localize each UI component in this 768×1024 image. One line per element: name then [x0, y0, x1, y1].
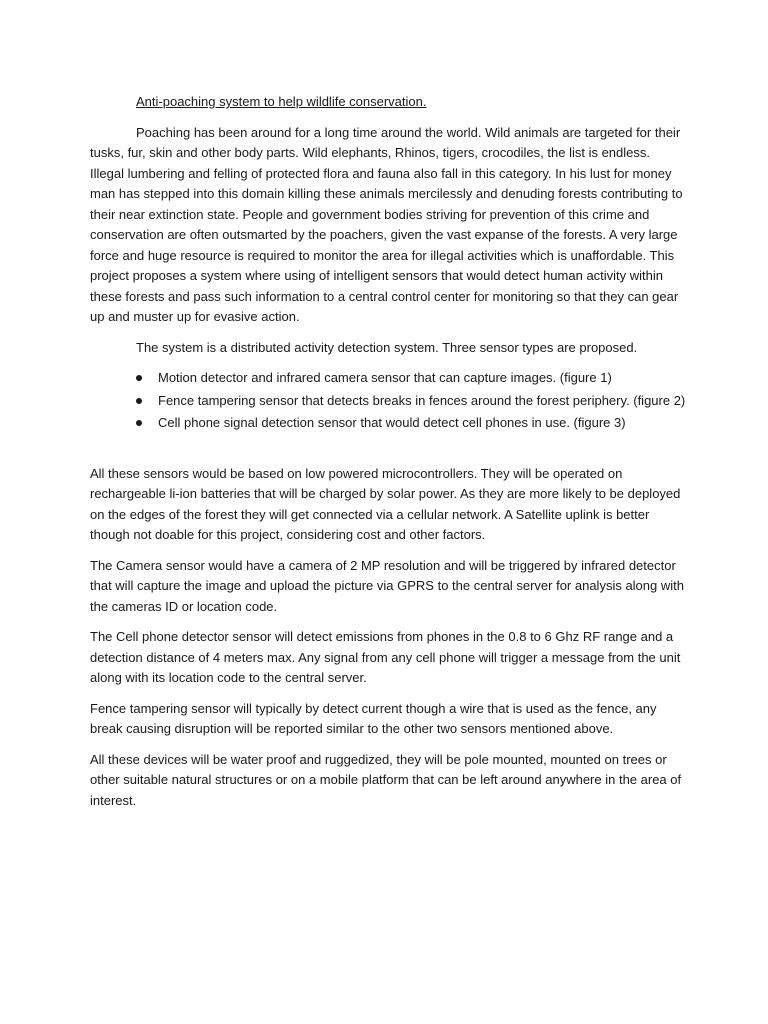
bullet-icon — [136, 398, 142, 404]
list-item-text: Cell phone signal detection sensor that would detect cell phones in use. (figure 3) — [158, 415, 626, 430]
cellphone-paragraph: The Cell phone detector sensor will detect emissions from phones in the 0.8 to 6 Ghz RF range and a detection distance of 4 meters max. Any signal from any cell phone will trigger a message from the unit along with its location code to the central server. — [90, 629, 681, 685]
power-paragraph: All these sensors would be based on low powered microcontrollers. They will be operated on rechargeable li-ion batteries that will be charged by solar power. As they are more likely to be deployed on the edges of the forest they will get connected via a cellular network. A Satellite uplink is better though not doable for this project, considering cost and other factors. — [90, 465, 681, 542]
document-title: Anti-poaching system to help wildlife conservation. — [136, 94, 427, 109]
intro-paragraph: Poaching has been around for a long time around the world. Wild animals are targeted for their tusks, fur, skin and other body parts. Wild elephants, Rhinos, tigers, crocodiles, the list is endless. Illegal lumbering and felling of protected flora and fauna also fall in this category. In his lust for money man has stepped into this domain killing these animals mercilessly and denuding forests contributing to their near extinction state. People and government bodies striving for prevention of this crime and conservation are often outsmarted by the poachers, given the vast expanse of the forests. A very large force and huge resource is required to monitor the area for illegal activities which is unaffordable. This project proposes a system where using of intelligent sensors that would detect human activity within these forests and pass such information to a central control center for monitoring so that they can gear up and muster up for evasive action. — [90, 124, 683, 324]
list-item — [136, 368, 686, 389]
camera-paragraph: The Camera sensor would have a camera of 2 MP resolution and will be triggered by infrared detector that will capture the image and upload the picture via GPRS to the central server for analysis along with the cameras ID or location code. — [90, 557, 684, 614]
list-item — [136, 413, 686, 434]
list-item — [136, 391, 686, 412]
bullet-icon — [136, 375, 142, 381]
sensor-type-list — [90, 368, 686, 434]
system-paragraph: The system is a distributed activity detection system. Three sensor types are proposed. — [136, 339, 638, 355]
bullet-icon — [136, 420, 142, 426]
document-page — [90, 92, 686, 821]
list-item-text: Motion detector and infrared camera sensor that can capture images. (figure 1) — [158, 370, 612, 385]
list-item-text: Fence tampering sensor that detects breaks in fences around the forest periphery. (figure 2) — [158, 392, 686, 408]
mounting-paragraph: All these devices will be water proof and ruggedized, they will be pole mounted, mounted on trees or other suitable natural structures or on a mobile platform that can be left around anywhere in the area of interest. — [90, 751, 682, 808]
fence-paragraph: Fence tampering sensor will typically by detect current though a wire that is used as the fence, any break causing disruption will be reported similar to the other two sensors mentioned above. — [90, 700, 657, 736]
